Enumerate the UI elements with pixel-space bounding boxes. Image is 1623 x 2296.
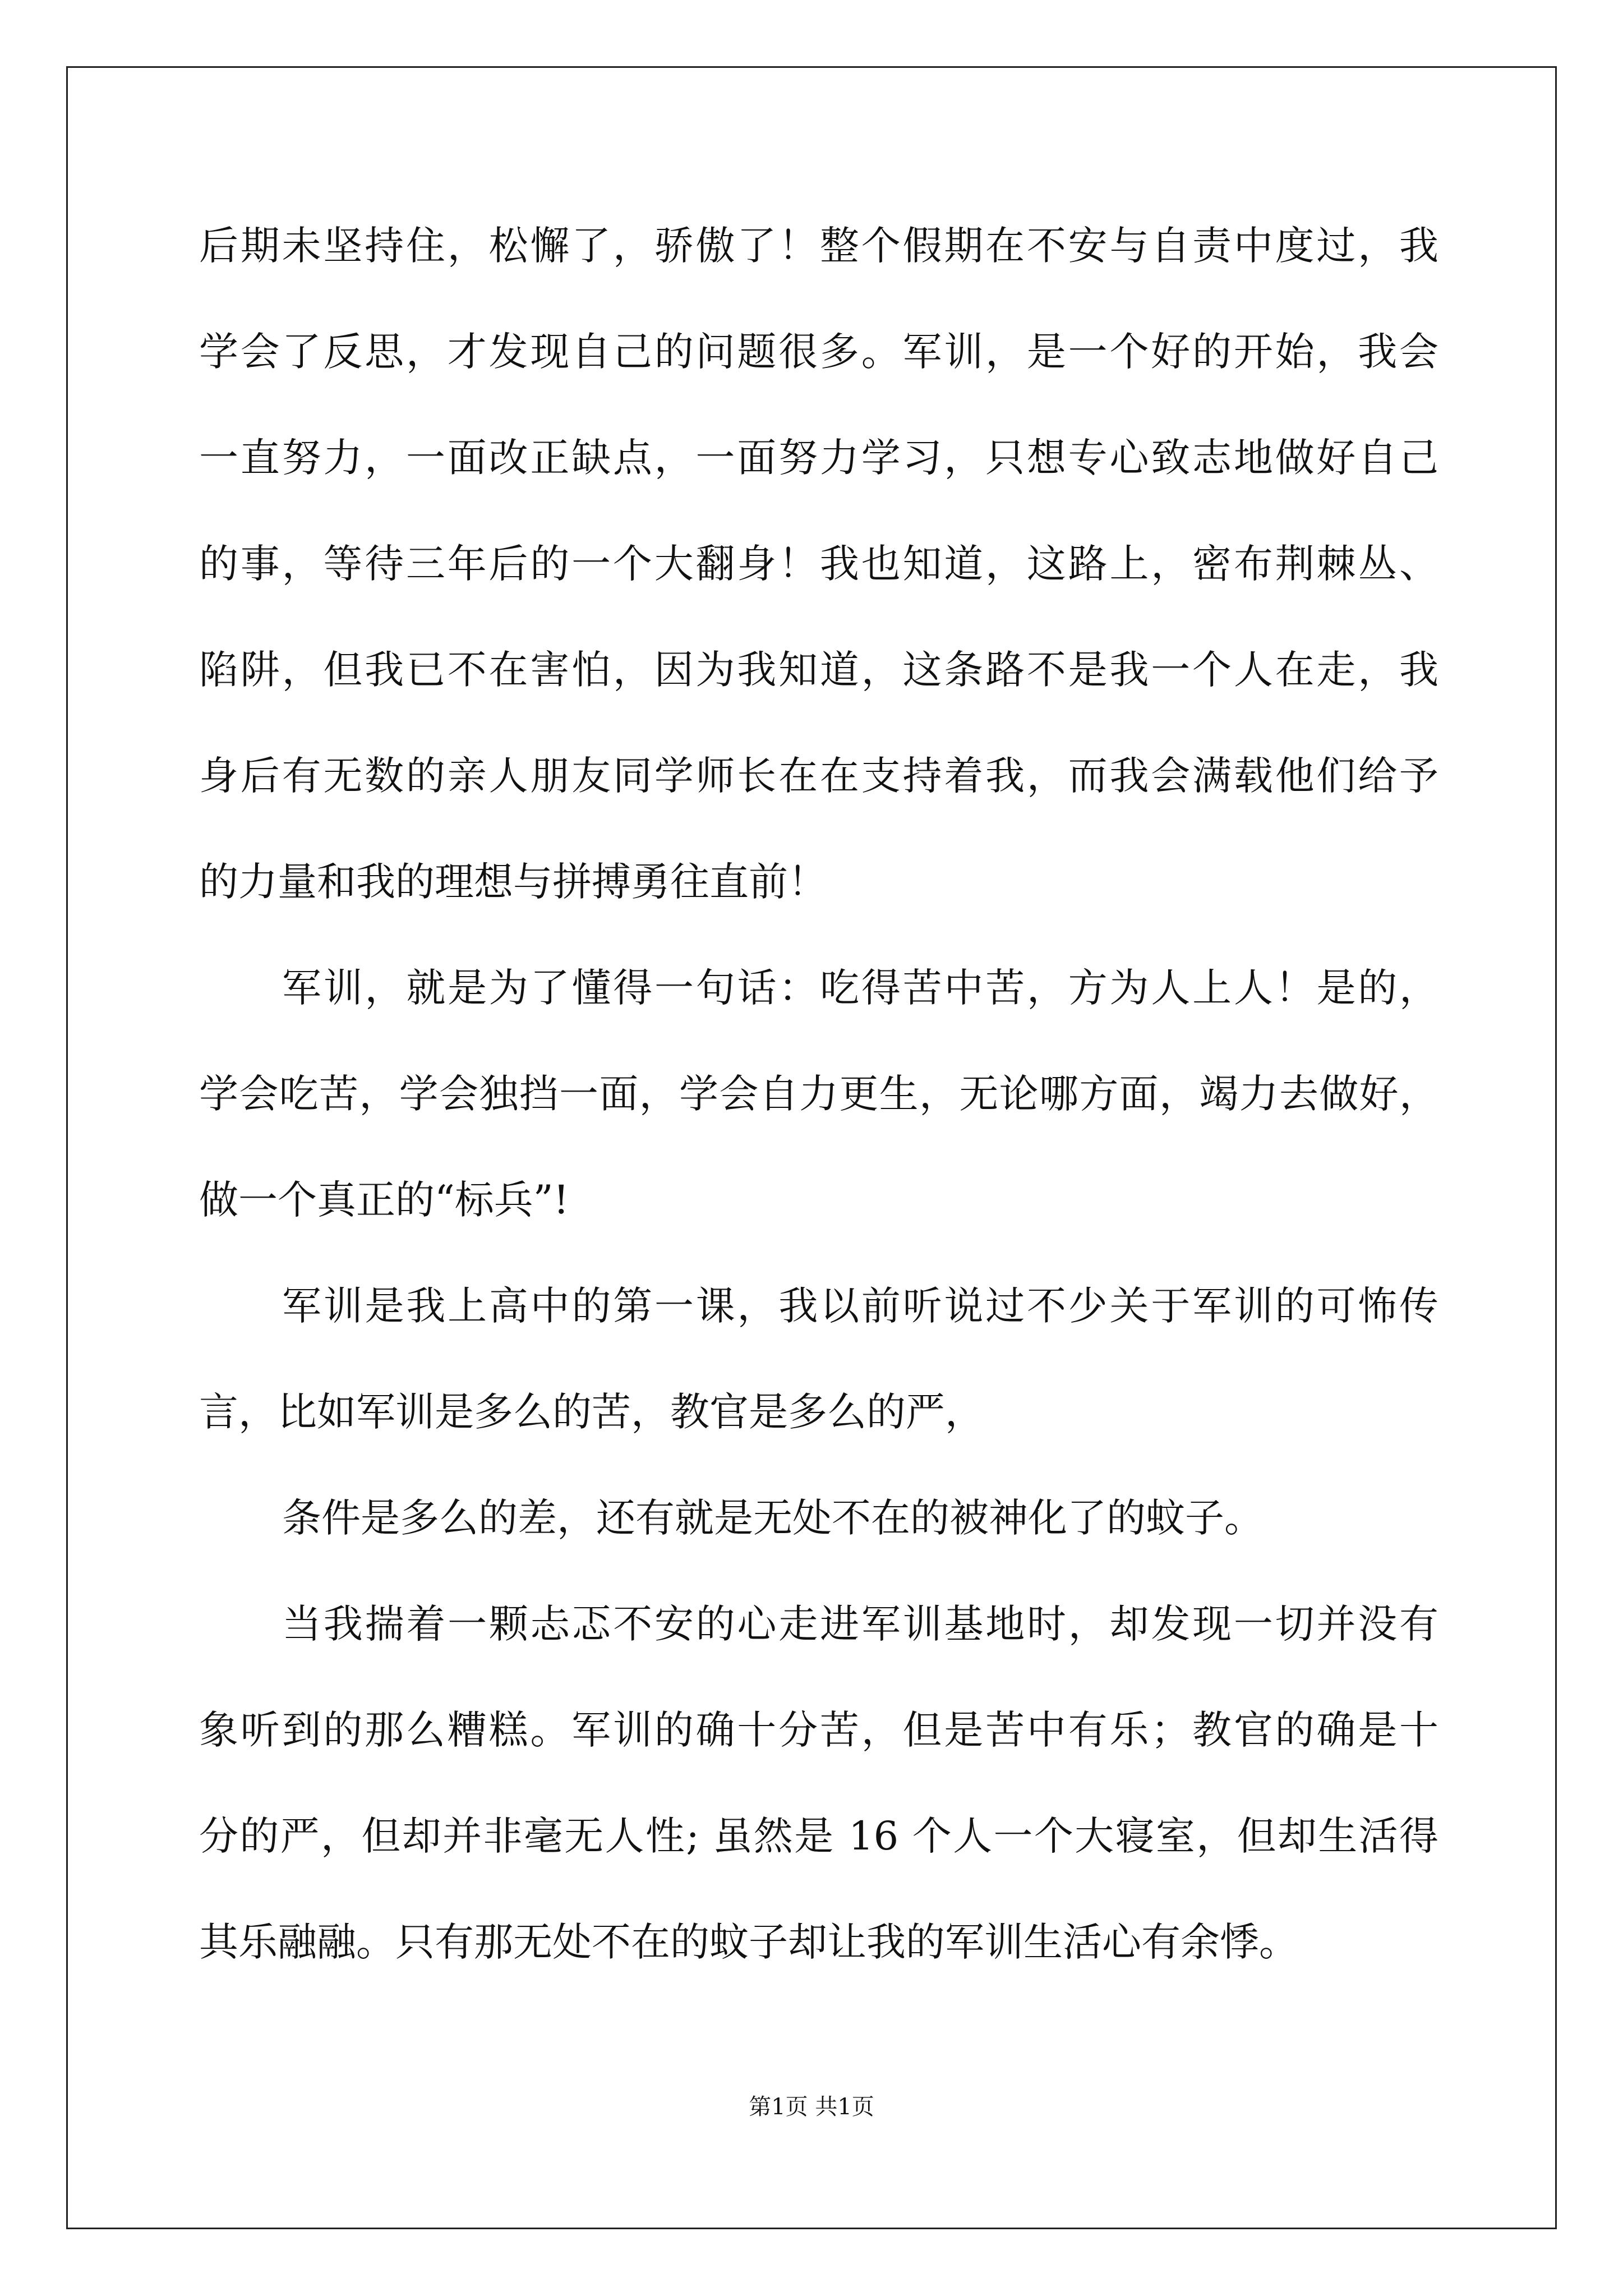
- text-line: 的事，等待三年后的一个大翻身！我也知道，这路上，密布荆棘丛、: [199, 541, 1438, 587]
- text-line: 其乐融融。只有那无处不在的蚊子却让我的军训生活心有余悸。: [199, 1919, 1298, 1965]
- text-line: 学会了反思，才发现自己的问题很多。军训，是一个好的开始，我会: [199, 329, 1438, 375]
- text-line: 后期未坚持住，松懈了，骄傲了！整个假期在不安与自责中度过，我: [199, 223, 1438, 269]
- page-number: 第1页 共1页: [749, 2094, 874, 2120]
- text-line: 分的严，但却并非毫无人性; 虽然是 16 个人一个大寝室，但却生活得: [199, 1813, 1438, 1859]
- text-line: 身后有无数的亲人朋友同学师长在在支持着我，而我会满载他们给予: [199, 753, 1438, 799]
- text-line: 做一个真正的“标兵”!: [199, 1177, 569, 1223]
- document-body: [199, 223, 1438, 2026]
- text-line: 的力量和我的理想与拼搏勇往直前！: [199, 859, 827, 905]
- text-line: 言，比如军训是多么的苦，教官是多么的严，: [199, 1389, 984, 1435]
- text-line: 学会吃苦，学会独挡一面，学会自力更生，无论哪方面，竭力去做好，: [199, 1071, 1438, 1117]
- paragraph-first-line: 条件是多么的差，还有就是无处不在的被神化了的蚊子。: [282, 1495, 1264, 1541]
- paragraph-first-line: 当我揣着一颗忐忑不安的心走进军训基地时，却发现一切并没有: [282, 1601, 1438, 1647]
- paragraph-first-line: 军训是我上高中的第一课，我以前听说过不少关于军训的可怖传: [282, 1283, 1438, 1329]
- paragraph-first-line: 军训，就是为了懂得一句话：吃得苦中苦，方为人上人！是的，: [282, 965, 1438, 1011]
- text-line: 一直努力，一面改正缺点，一面努力学习，只想专心致志地做好自己: [199, 435, 1438, 481]
- text-line: 象听到的那么糟糕。军训的确十分苦，但是苦中有乐；教官的确是十: [199, 1707, 1438, 1753]
- text-line: 陷阱，但我已不在害怕，因为我知道，这条路不是我一个人在走，我: [199, 647, 1438, 693]
